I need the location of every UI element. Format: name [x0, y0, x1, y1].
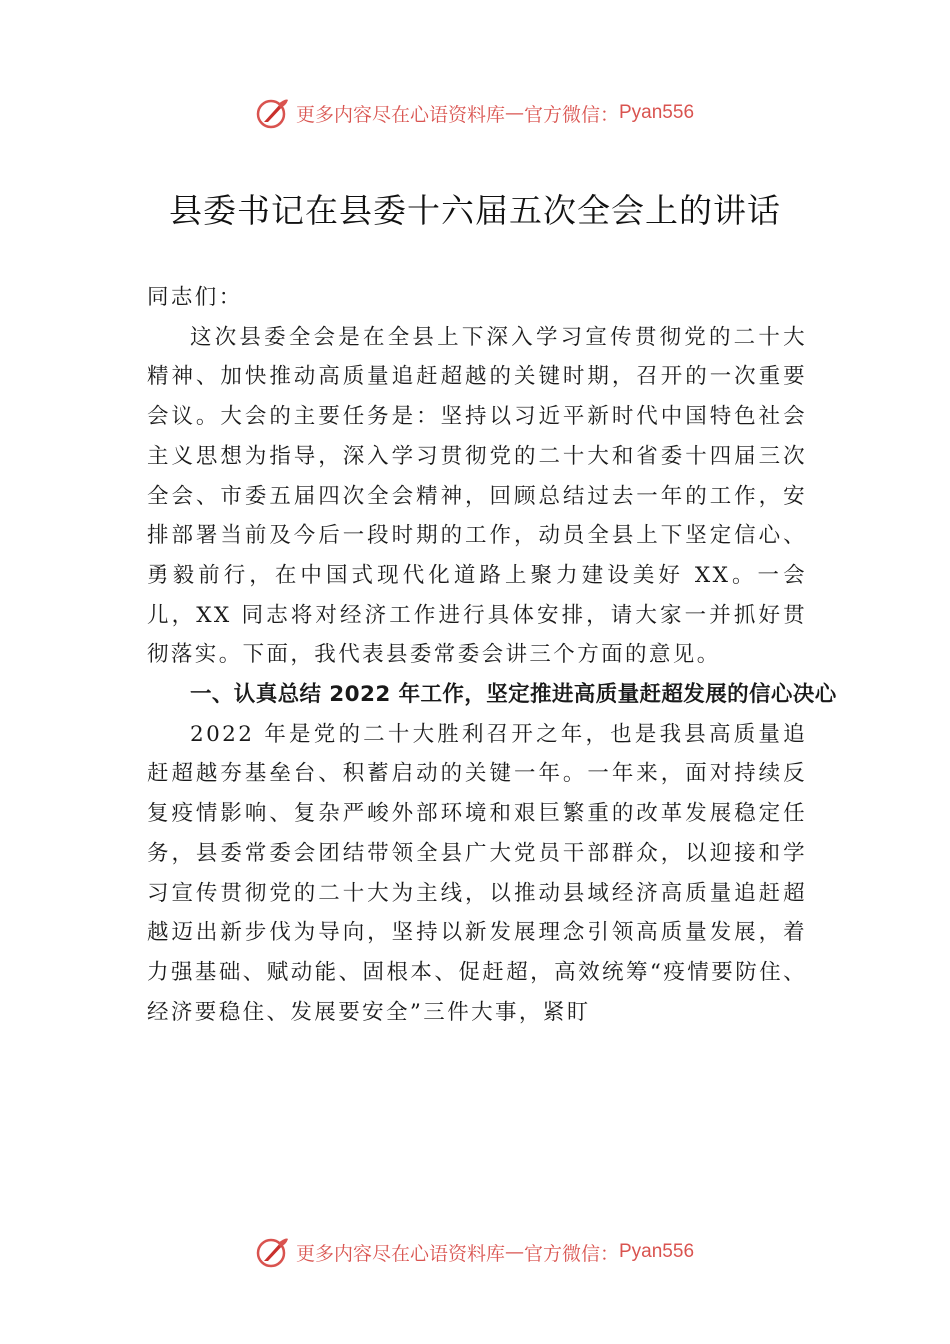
watermark-wechat-id: Pyan556 [619, 102, 695, 123]
salutation: 同志们： [147, 285, 243, 310]
watermark-brand: 更多内容尽在心语资料库 [295, 103, 505, 126]
intro-paragraph: 这次县委全会是在全县上下深入学习宣传贯彻党的二十大精神、加快推动高质量追赶超越的关键时期，召开的一次重要会议。大会的主要任务是：坚持以习近平新时代中国特色社会主义思想为指导，深入学习贯彻党的二十大和省委十四届三次全会、市委五届四次全会精神，回顾总结过去一年的工作，安排部署当前及今后一段时期的工作，动员全县上下坚定信心、勇毅前行，在中国式现代化道路上聚力建设美好 XX。一会儿，XX 同志将对经济工作进行具体安排，请大家一并抓好贯彻落实。下面，我代表县委常委会讲三个方面的意见。 [147, 324, 807, 668]
section-1-heading: 一、认真总结 2022 年工作，坚定推进高质量赶超发展的信心决心 [190, 682, 837, 708]
document-title: 县委书记在县委十六届五次全会上的讲话 [169, 191, 781, 230]
watermark-wechat-label: 官方微信： [523, 103, 619, 126]
quill-logo-icon [256, 1235, 290, 1269]
watermark-banner-bottom [0, 1232, 950, 1272]
watermark-banner-top [0, 93, 950, 133]
section-1-paragraph: 2022 年是党的二十大胜利召开之年，也是我县高质量追赶超越夯基垒台、积蓄启动的关键一年。一年来，面对持续反复疫情影响、复杂严峻外部环境和艰巨繁重的改革发展稳定任务，县委常委会团结带领全县广大党员干部群众，以迎接和学习宣传贯彻党的二十大为主线，以推动县域经济高质量追赶超越迈出新步伐为导向，坚持以新发展理念引领高质量发展，着力强基础、赋动能、固根本、促赶超，高效统筹“疫情要防住、经济要稳住、发展要安全”三件大事，紧盯 [147, 721, 807, 1025]
watermark-wechat-id: Pyan556 [619, 1241, 695, 1262]
watermark-separator: — [504, 102, 524, 124]
watermark-separator: — [504, 1241, 524, 1263]
watermark-wechat-label: 官方微信： [523, 1242, 619, 1265]
watermark-brand: 更多内容尽在心语资料库 [295, 1242, 505, 1265]
quill-logo-icon [256, 96, 290, 130]
document-body [147, 278, 837, 1032]
